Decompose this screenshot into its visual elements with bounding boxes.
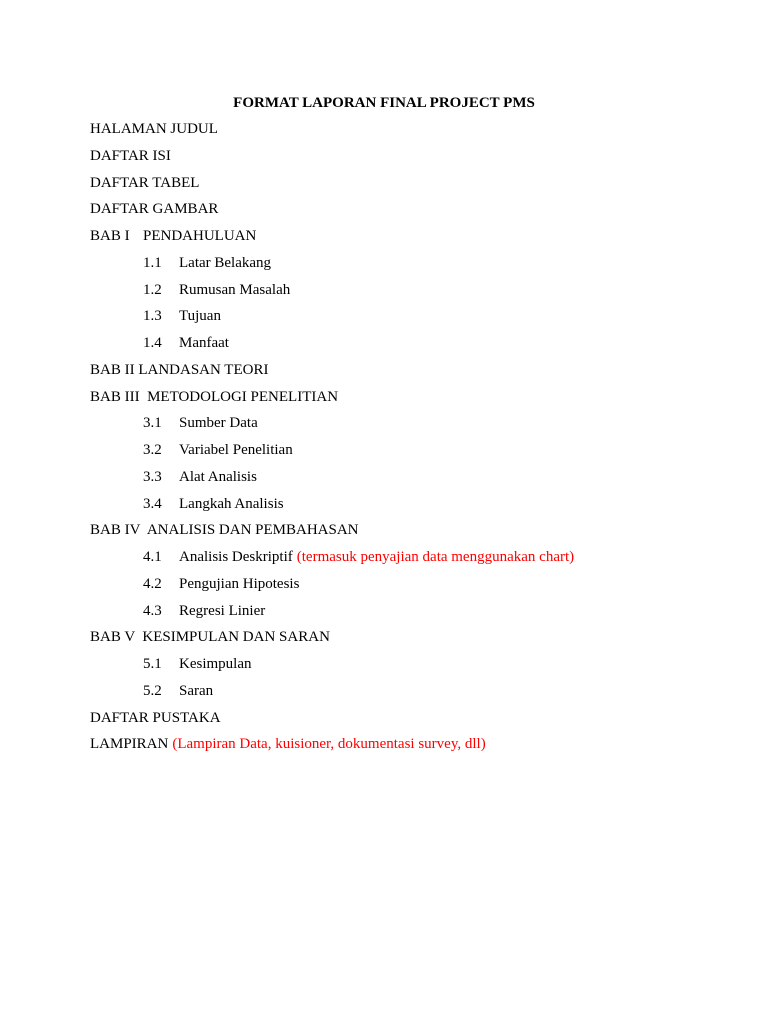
section-item [90,253,730,280]
outline-item-daftar-gambar [90,199,730,226]
section-label: Langkah Analisis [179,495,284,512]
outline-item-daftar-isi [90,146,730,173]
section-label: Saran [179,682,214,699]
chapter-heading-bab-2 [90,360,730,387]
outline-label: HALAMAN JUDUL [90,121,218,137]
report-outline [90,119,730,761]
section-label: Tujuan [179,308,221,325]
section-number: 4.3 [143,602,162,619]
section-number: 4.1 [143,549,162,565]
section-number: 1.1 [143,254,162,271]
section-number: 1.2 [143,281,162,298]
section-number: 5.1 [143,656,162,672]
chapter-heading-bab-4 [90,520,730,547]
section-item [90,654,730,681]
section-number: 3.4 [143,495,162,512]
chapter-heading-text: BAB IV ANALISIS DAN PEMBAHASAN [90,522,359,539]
outline-label: LAMPIRAN [90,736,169,753]
section-label: Regresi Linier [179,602,266,619]
outline-item-halaman-judul [90,119,730,146]
outline-item-daftar-pustaka [90,708,730,735]
section-item [90,681,730,708]
section-item [90,440,730,467]
section-label: Variabel Penelitian [179,442,293,458]
outline-item-daftar-tabel [90,173,730,200]
section-label: Pengujian Hipotesis [179,575,300,592]
section-item [90,574,730,601]
outline-item-lampiran [90,734,730,761]
section-number: 3.1 [143,415,162,432]
section-label: Latar Belakang [179,254,272,271]
chapter-number: BAB I [90,228,130,244]
section-number: 4.2 [143,575,162,592]
section-item [90,467,730,494]
section-number: 3.3 [143,468,162,485]
section-item [90,413,730,440]
section-label: Manfaat [179,335,229,351]
section-label: Rumusan Masalah [179,281,291,298]
section-label: Sumber Data [179,415,258,432]
section-label: Alat Analisis [179,468,257,485]
chapter-heading-bab-3 [90,387,730,414]
chapter-heading-text: BAB III METODOLOGI PENELITIAN [90,388,339,405]
section-item [90,547,730,574]
outline-label: DAFTAR PUSTAKA [90,709,221,726]
section-label: Analisis Deskriptif [179,549,293,565]
section-item [90,601,730,628]
chapter-heading-text: BAB II LANDASAN TEORI [90,361,269,378]
outline-label: DAFTAR GAMBAR [90,201,219,218]
chapter-heading-bab-5 [90,627,730,654]
outline-label: DAFTAR ISI [90,147,171,164]
section-note: (termasuk penyajian data menggunakan chart) [296,549,575,565]
document-title: FORMAT LAPORAN FINAL PROJECT PMS [233,95,535,111]
chapter-heading-text: BAB V KESIMPULAN DAN SARAN [90,629,330,646]
section-number: 1.4 [143,335,162,351]
lampiran-note: (Lampiran Data, kuisioner, dokumentasi survey, dll) [172,736,486,753]
chapter-title: PENDAHULUAN [143,228,257,244]
outline-label: DAFTAR TABEL [90,174,200,191]
section-item [90,306,730,333]
section-number: 3.2 [143,442,162,458]
section-label: Kesimpulan [179,656,252,672]
section-number: 1.3 [143,308,162,325]
section-item [90,280,730,307]
chapter-heading-bab-1 [90,226,730,253]
section-item [90,494,730,521]
section-number: 5.2 [143,682,162,699]
section-item [90,333,730,360]
